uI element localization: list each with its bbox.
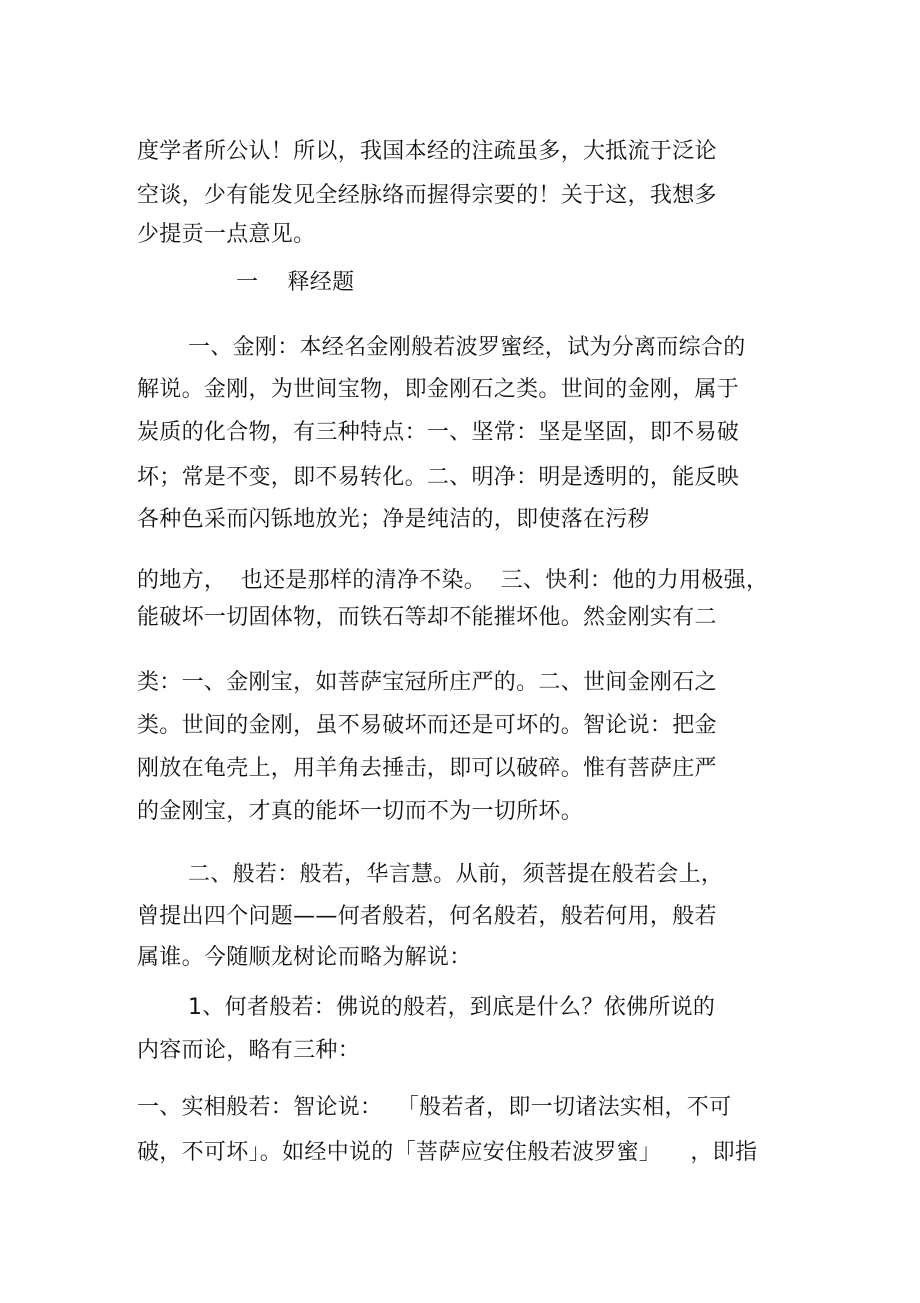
text-line: 1、何者般若：佛说的般若，到底是什么？依佛所说的 (188, 995, 716, 1020)
text-line: 属谁。今随顺龙树论而略为解说： (137, 945, 472, 970)
text-line: 炭质的化合物，有三种特点：一、坚常：坚是坚固，即不易破 (137, 420, 740, 445)
text-line: 一、实相般若：智论说： 「般若者，即一切诸法实相，不可 (137, 1095, 732, 1120)
text-line: 类：一、金刚宝，如菩萨宝冠所庄严的。二、世间金刚石之 (137, 670, 717, 695)
text-line: 的金刚宝，才真的能坏一切而不为一切所坏。 (137, 799, 584, 824)
text-line: 内容而论，略有三种： (137, 1038, 361, 1063)
text-line: 二、般若：般若，华言慧。从前，须菩提在般若会上， (188, 862, 724, 887)
text-line: 类。世间的金刚，虽不易破坏而还是可坏的。智论说：把金 (137, 713, 717, 738)
text-line: 曾提出四个问题——何者般若，何名般若，般若何用，般若 (137, 904, 717, 929)
text-line: 刚放在龟壳上，用羊角去捶击，即可以破碎。惟有菩萨庄严 (137, 756, 717, 781)
text-line: 少提贡一点意见。 (137, 222, 316, 247)
text-line: 的地方， 也还是那样的清净不染。 三、快利：他的力用极强， (137, 568, 769, 593)
text-line: 度学者所公认！所以，我国本经的注疏虽多，大抵流于泛论 (137, 139, 717, 164)
section-heading: 一 释经题 (236, 270, 355, 295)
text-line: 破，不可坏」。如经中说的「菩萨应安住般若波罗蜜」 ，即指 (137, 1140, 758, 1165)
text-line: 坏；常是不变，即不易转化。二、明净：明是透明的，能反映 (137, 465, 740, 490)
text-line: 能破坏一切固体物，而铁石等却不能摧坏他。然金刚实有二 (137, 605, 717, 630)
text-line: 空谈，少有能发见全经脉络而握得宗要的！关于这，我想多 (137, 183, 717, 208)
text-line: 一、金刚：本经名金刚般若波罗蜜经，试为分离而综合的 (188, 335, 746, 360)
text-line: 各种色采而闪铄地放光；净是纯洁的，即使落在污秽 (137, 507, 650, 532)
text-line: 解说。金刚，为世间宝物，即金刚石之类。世间的金刚，属于 (137, 377, 740, 402)
